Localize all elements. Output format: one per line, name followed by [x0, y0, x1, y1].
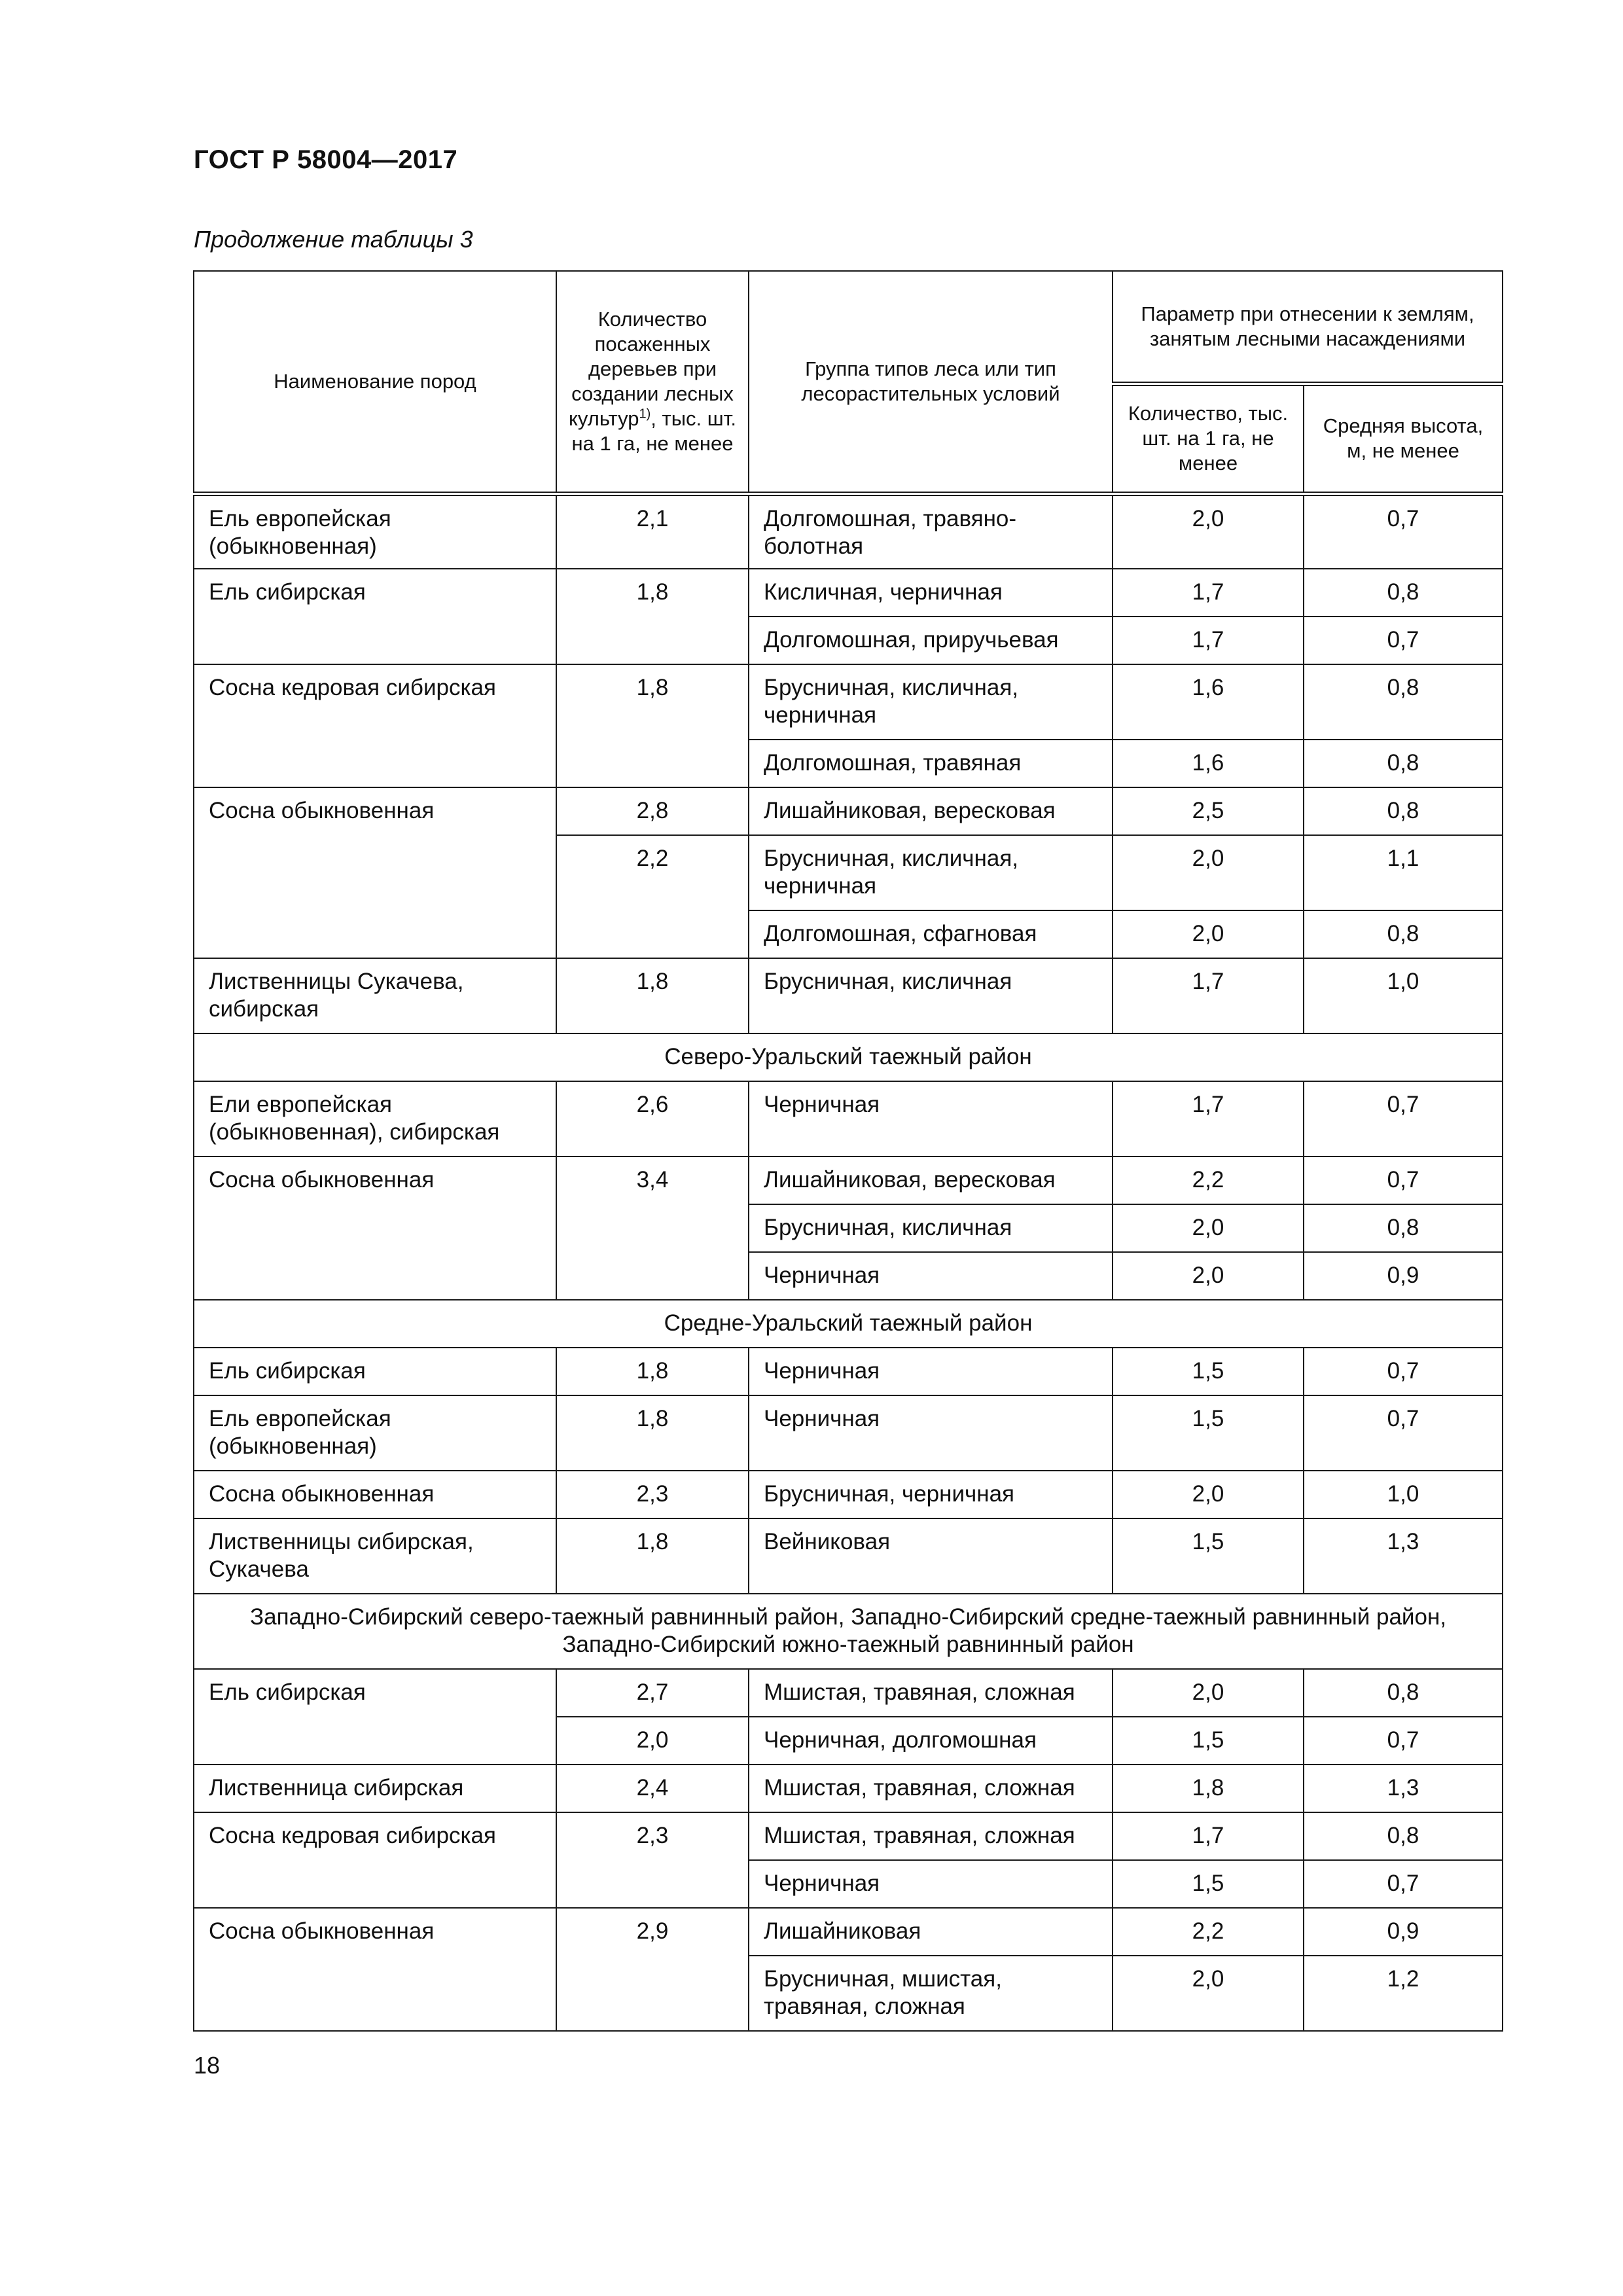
species-cell: Ель европейская (обыкновенная) [194, 1395, 556, 1471]
species-planting-table [193, 270, 1503, 2032]
height-cell: 0,7 [1304, 1081, 1503, 1157]
forest-type-cell: Черничная [749, 1081, 1113, 1157]
height-cell: 1,2 [1304, 1956, 1503, 2031]
planted-cell: 2,3 [556, 1471, 749, 1518]
forest-type-cell: Черничная [749, 1348, 1113, 1395]
header-species: Наименование пород [194, 271, 556, 493]
planted-cell: 1,8 [556, 1348, 749, 1395]
region-heading: Западно-Сибирский северо-таежный равнинный район, Западно-Сибирский средне-таежный равнинный район, Западно-Сибирский южно-таежный равнинный район [194, 1594, 1503, 1669]
header-forest-type: Группа типов леса или тип лесорастительных условий [749, 271, 1113, 493]
quantity-cell: 1,5 [1113, 1717, 1304, 1765]
table-row [194, 664, 1503, 740]
species-cell: Сосна кедровая сибирская [194, 1812, 556, 1908]
planted-cell: 2,7 [556, 1669, 749, 1717]
height-cell: 0,7 [1304, 1157, 1503, 1204]
planted-cell: 1,8 [556, 1395, 749, 1471]
planted-cell: 2,0 [556, 1717, 749, 1765]
forest-type-cell: Лишайниковая, вересковая [749, 1157, 1113, 1204]
table-row [194, 493, 1503, 569]
species-cell: Сосна обыкновенная [194, 1471, 556, 1518]
quantity-cell: 1,6 [1113, 664, 1304, 740]
quantity-cell: 2,0 [1113, 1956, 1304, 2031]
quantity-cell: 1,7 [1113, 1812, 1304, 1860]
region-row [194, 1594, 1503, 1669]
quantity-cell: 2,0 [1113, 910, 1304, 958]
quantity-cell: 2,0 [1113, 835, 1304, 910]
quantity-cell: 2,2 [1113, 1908, 1304, 1956]
table-row [194, 1765, 1503, 1812]
quantity-cell: 2,0 [1113, 1204, 1304, 1252]
height-cell: 0,8 [1304, 740, 1503, 787]
header-planted-trees [556, 271, 749, 493]
table-row [194, 1812, 1503, 1860]
forest-type-cell: Черничная [749, 1252, 1113, 1300]
table-row [194, 1348, 1503, 1395]
quantity-cell: 2,2 [1113, 1157, 1304, 1204]
height-cell: 0,7 [1304, 1860, 1503, 1908]
table-header [194, 271, 1503, 493]
height-cell: 1,3 [1304, 1765, 1503, 1812]
height-cell: 0,8 [1304, 1812, 1503, 1860]
forest-type-cell: Мшистая, травяная, сложная [749, 1669, 1113, 1717]
species-cell: Ель сибирская [194, 569, 556, 664]
forest-type-cell: Черничная, долгомошная [749, 1717, 1113, 1765]
species-cell: Сосна обыкновенная [194, 1908, 556, 2031]
quantity-cell: 1,5 [1113, 1348, 1304, 1395]
planted-cell: 1,8 [556, 958, 749, 1033]
forest-type-cell: Долгомошная, травяная [749, 740, 1113, 787]
planted-cell: 1,8 [556, 664, 749, 787]
planted-cell: 2,9 [556, 1908, 749, 2031]
height-cell: 0,8 [1304, 664, 1503, 740]
table-row [194, 1908, 1503, 1956]
species-cell: Лиственница сибирская [194, 1765, 556, 1812]
height-cell: 0,7 [1304, 1717, 1503, 1765]
page-number: 18 [194, 2052, 221, 2079]
planted-cell: 2,1 [556, 493, 749, 569]
planted-cell: 1,8 [556, 569, 749, 664]
height-cell: 0,8 [1304, 787, 1503, 835]
height-cell: 1,0 [1304, 1471, 1503, 1518]
planted-cell: 2,2 [556, 835, 749, 958]
height-cell: 0,8 [1304, 569, 1503, 617]
height-cell: 1,0 [1304, 958, 1503, 1033]
planted-cell: 2,6 [556, 1081, 749, 1157]
region-row [194, 1033, 1503, 1081]
header-quantity: Количество, тыс. шт. на 1 га, не менее [1113, 384, 1304, 493]
forest-type-cell: Долгомошная, травяно-болотная [749, 493, 1113, 569]
table-row [194, 1395, 1503, 1471]
table-row [194, 1518, 1503, 1594]
planted-cell: 1,8 [556, 1518, 749, 1594]
height-cell: 0,8 [1304, 1669, 1503, 1717]
height-cell: 0,9 [1304, 1252, 1503, 1300]
forest-type-cell: Черничная [749, 1860, 1113, 1908]
header-avg-height: Средняя высота, м, не менее [1304, 384, 1503, 493]
height-cell: 0,7 [1304, 493, 1503, 569]
planted-cell: 3,4 [556, 1157, 749, 1300]
forest-type-cell: Мшистая, травяная, сложная [749, 1812, 1113, 1860]
height-cell: 0,7 [1304, 1348, 1503, 1395]
planted-cell: 2,8 [556, 787, 749, 835]
quantity-cell: 1,7 [1113, 958, 1304, 1033]
quantity-cell: 2,0 [1113, 1252, 1304, 1300]
height-cell: 0,9 [1304, 1908, 1503, 1956]
species-cell: Сосна кедровая сибирская [194, 664, 556, 787]
forest-type-cell: Кисличная, черничная [749, 569, 1113, 617]
region-heading: Средне-Уральский таежный район [194, 1300, 1503, 1348]
forest-type-cell: Брусничная, кисличная, черничная [749, 664, 1113, 740]
header-planted-trees-units: , тыс. шт. на 1 га, не менее [571, 406, 736, 455]
forest-type-cell: Лишайниковая, вересковая [749, 787, 1113, 835]
height-cell: 1,1 [1304, 835, 1503, 910]
quantity-cell: 1,7 [1113, 617, 1304, 664]
table-row [194, 958, 1503, 1033]
forest-type-cell: Долгомошная, сфагновая [749, 910, 1113, 958]
species-cell: Ель сибирская [194, 1348, 556, 1395]
table-row [194, 1471, 1503, 1518]
region-heading: Северо-Уральский таежный район [194, 1033, 1503, 1081]
region-row [194, 1300, 1503, 1348]
quantity-cell: 1,7 [1113, 1081, 1304, 1157]
footnote-mark: 1) [639, 406, 651, 422]
table-row [194, 1081, 1503, 1157]
quantity-cell: 1,5 [1113, 1518, 1304, 1594]
quantity-cell: 2,0 [1113, 493, 1304, 569]
table-row [194, 1669, 1503, 1717]
document-code: ГОСТ Р 58004—2017 [194, 145, 458, 174]
forest-type-cell: Черничная [749, 1395, 1113, 1471]
forest-type-cell: Долгомошная, приручьевая [749, 617, 1113, 664]
forest-type-cell: Брусничная, мшистая, травяная, сложная [749, 1956, 1113, 2031]
quantity-cell: 1,5 [1113, 1860, 1304, 1908]
species-cell: Сосна обыкновенная [194, 1157, 556, 1300]
height-cell: 1,3 [1304, 1518, 1503, 1594]
header-planted-trees-text: Количество посаженных деревьев при создании лесных культур [569, 307, 734, 430]
table-row [194, 569, 1503, 617]
species-cell: Ель сибирская [194, 1669, 556, 1765]
height-cell: 0,8 [1304, 910, 1503, 958]
forest-type-cell: Мшистая, травяная, сложная [749, 1765, 1113, 1812]
planted-cell: 2,3 [556, 1812, 749, 1908]
height-cell: 0,8 [1304, 1204, 1503, 1252]
quantity-cell: 1,5 [1113, 1395, 1304, 1471]
species-cell: Ели европейская (обыкновенная), сибирская [194, 1081, 556, 1157]
quantity-cell: 1,7 [1113, 569, 1304, 617]
quantity-cell: 1,6 [1113, 740, 1304, 787]
species-cell: Лиственницы Сукачева, сибирская [194, 958, 556, 1033]
forest-type-cell: Лишайниковая [749, 1908, 1113, 1956]
quantity-cell: 2,5 [1113, 787, 1304, 835]
quantity-cell: 2,0 [1113, 1471, 1304, 1518]
table-continuation-caption: Продолжение таблицы 3 [194, 226, 473, 253]
height-cell: 0,7 [1304, 1395, 1503, 1471]
forest-type-cell: Брусничная, черничная [749, 1471, 1113, 1518]
species-cell: Ель европейская (обыкновенная) [194, 493, 556, 569]
header-parameter-group: Параметр при отнесении к землям, занятым лесными насаждениями [1113, 271, 1503, 384]
quantity-cell: 2,0 [1113, 1669, 1304, 1717]
forest-type-cell: Брусничная, кисличная [749, 1204, 1113, 1252]
species-cell: Сосна обыкновенная [194, 787, 556, 958]
forest-type-cell: Брусничная, кисличная, черничная [749, 835, 1113, 910]
forest-type-cell: Брусничная, кисличная [749, 958, 1113, 1033]
height-cell: 0,7 [1304, 617, 1503, 664]
planted-cell: 2,4 [556, 1765, 749, 1812]
species-cell: Лиственницы сибирская, Сукачева [194, 1518, 556, 1594]
quantity-cell: 1,8 [1113, 1765, 1304, 1812]
table-row [194, 787, 1503, 835]
table-row [194, 1157, 1503, 1204]
forest-type-cell: Вейниковая [749, 1518, 1113, 1594]
